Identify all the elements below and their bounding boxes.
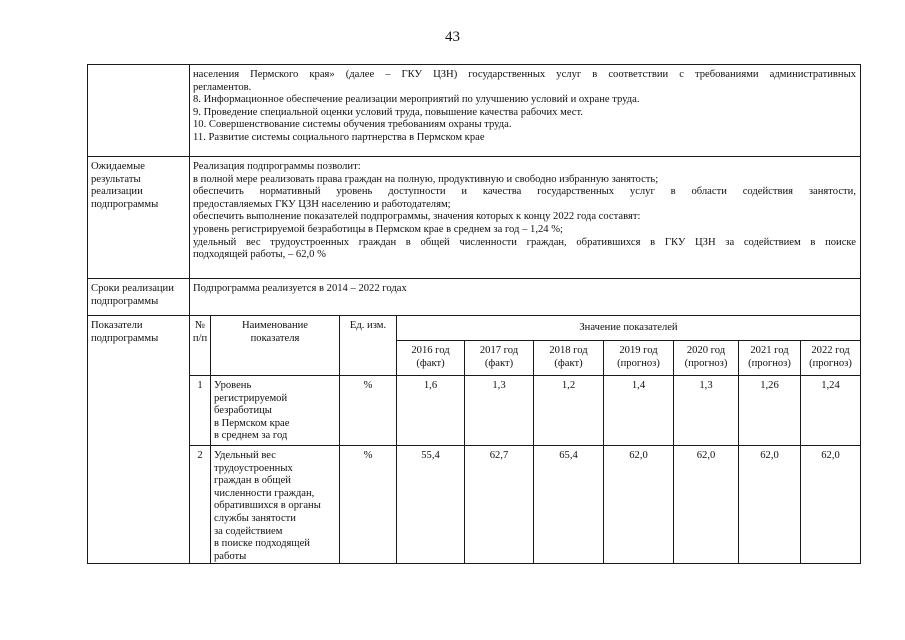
tasks-line: населения Пермского края» (далее – ГКУ ЦЗН) государственных услуг в соответствии с требованиями административных — [193, 69, 856, 80]
tasks-line: 8. Информационное обеспечение реализации мероприятий по улучшению условий и охране труда. — [193, 94, 640, 106]
year-header: 2019 год (прогноз) — [617, 345, 660, 369]
header-values-title: Значение показателей — [579, 322, 678, 333]
row-name: Удельный вес трудоустроенных граждан в общей численности граждан, обратившихся в органы службы занятости за содействием в поиске подходящей работы — [214, 450, 321, 562]
header-num: № п/п — [192, 320, 208, 344]
row-value: 1,6 — [423, 380, 438, 391]
indicators-label: Показатели подпрограммы — [91, 320, 159, 344]
row-name: Уровень регистрируемой безработицы в Пермском крае в среднем за год — [214, 380, 290, 442]
row-value: 62,0 — [696, 450, 716, 461]
row-value: 1,3 — [492, 380, 506, 391]
row-value: 62,0 — [821, 450, 840, 461]
row-num: 2 — [197, 450, 203, 461]
header-unit: Ед. изм. — [349, 320, 387, 331]
terms-text: Подпрограмма реализуется в 2014 – 2022 годах — [193, 283, 407, 294]
year-header: 2018 год (факт) — [549, 345, 588, 369]
tasks-text — [193, 69, 856, 145]
results-line: в полной мере реализовать права граждан на полную, продуктивную и свободно избранную занятость; — [193, 173, 659, 185]
year-header: 2020 год (прогноз) — [684, 345, 728, 369]
year-header: 2021 год (прогноз) — [748, 345, 791, 369]
row-num: 1 — [197, 380, 203, 391]
header-name: Наименование показателя — [242, 320, 308, 344]
year-header: 2022 год (прогноз) — [809, 345, 852, 369]
tasks-line: 9. Проведение специальной оценки условий труда, повышение качества рабочих мест. — [193, 106, 583, 118]
row-value: 1,2 — [561, 380, 576, 391]
results-text — [193, 161, 856, 262]
row-value: 62,0 — [760, 450, 779, 461]
results-line: уровень регистрируемой безработицы в Пермском крае в среднем за год – 1,24 %; — [193, 223, 563, 235]
tasks-line: регламентов. — [193, 81, 252, 93]
year-header: 2016 год (факт) — [411, 345, 450, 369]
results-line: обеспечить выполнение показателей подпрограммы, значения которых к концу 2022 года составят: — [193, 211, 641, 223]
row-value: 55,4 — [421, 450, 440, 461]
row-value: 1,3 — [699, 380, 713, 391]
year-header: 2017 год (факт) — [479, 345, 519, 369]
row-value: 1,4 — [631, 380, 646, 391]
results-line: Реализация подпрограммы позволит: — [193, 161, 361, 172]
results-label: Ожидаемые результаты реализации подпрограммы — [91, 161, 159, 210]
tasks-line: 10. Совершенствование системы обучения требованиям охраны труда. — [193, 119, 512, 131]
terms-label: Сроки реализации подпрограммы — [91, 283, 174, 307]
results-line: предоставляемых ГКУ ЦЗН населению и работодателям; — [193, 198, 451, 210]
row-value: 62,0 — [629, 450, 648, 461]
page-number: 43 — [445, 29, 460, 45]
tasks-line: 11. Развитие системы социального партнерства в Пермском крае — [193, 131, 485, 143]
results-line: обеспечить нормативный уровень доступности и качества государственных услуг в области содействия занятости, — [193, 186, 856, 198]
results-line: удельный вес трудоустроенных граждан в общей численности граждан, обратившихся в ГКУ ЦЗН за содействием в поиске — [193, 236, 856, 248]
results-line: подходящей работы, – 62,0 % — [193, 249, 326, 261]
row-unit: % — [363, 450, 373, 461]
row-unit: % — [363, 380, 373, 391]
row-value: 62,7 — [489, 450, 509, 461]
row-value: 65,4 — [559, 450, 578, 461]
row-value: 1,26 — [760, 380, 779, 391]
row-value: 1,24 — [821, 380, 840, 391]
